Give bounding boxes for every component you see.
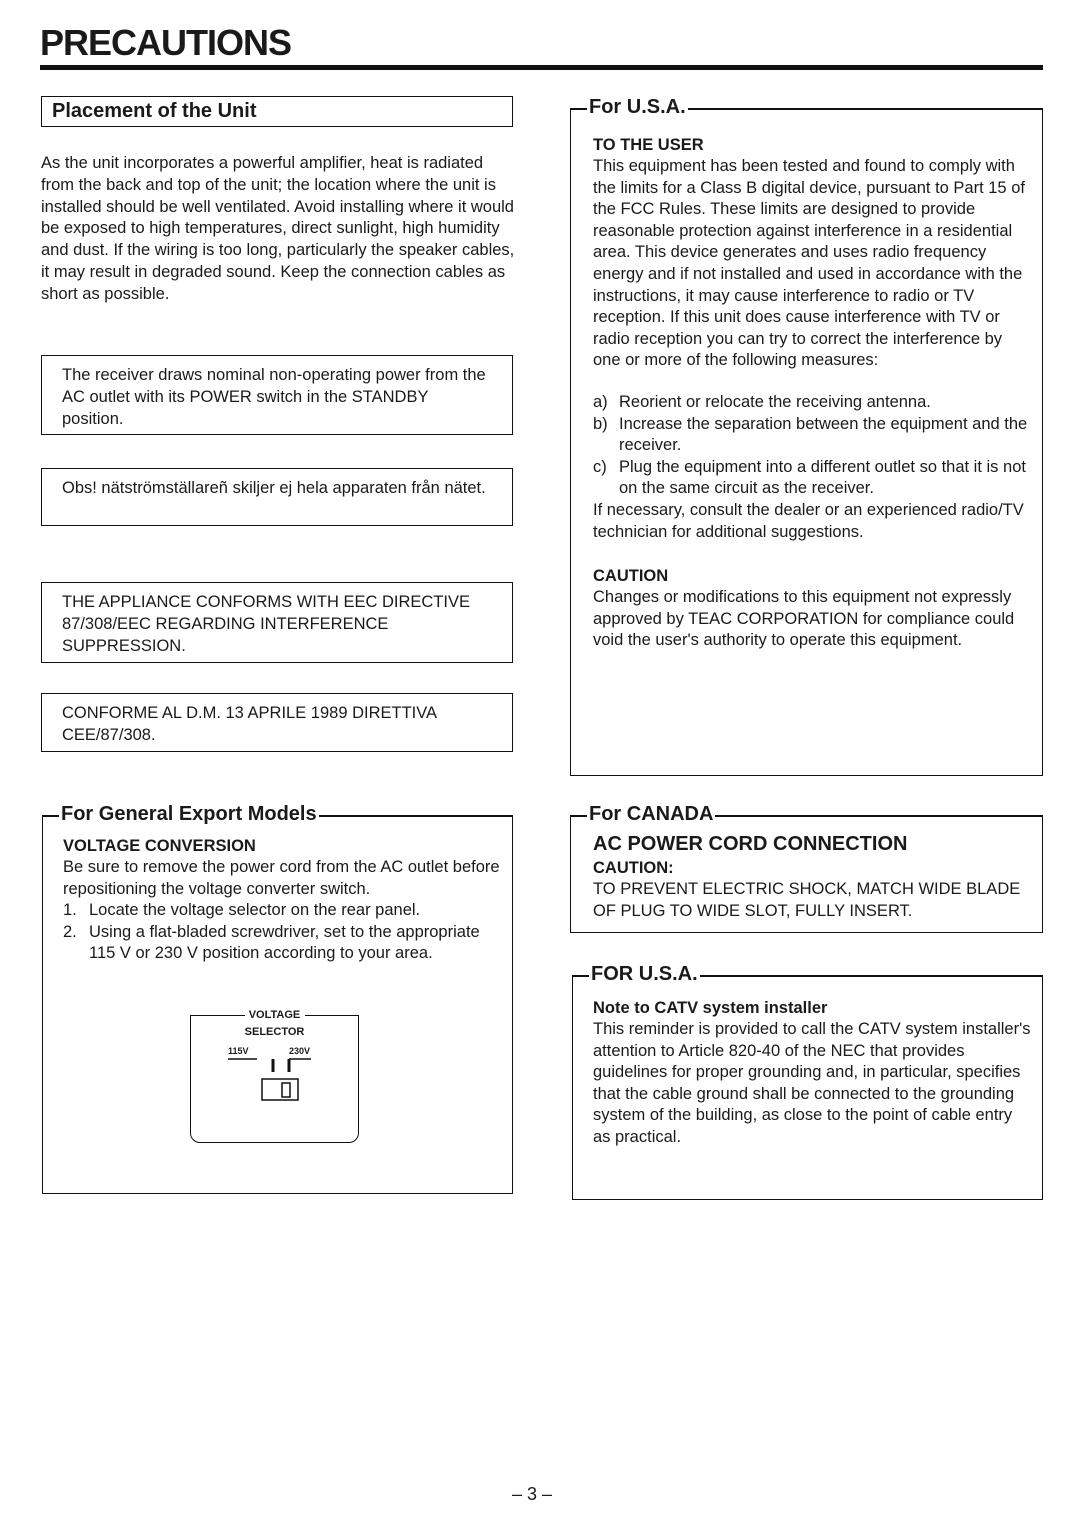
measure-item: a) Reorient or relocate the receiving antenna. [593,392,931,411]
canada-section [570,803,1043,933]
canada-section-title: For CANADA [589,803,714,825]
eec-notice [41,582,513,663]
page-number: – 3 – [512,1484,553,1504]
catv-text: This reminder is provided to call the CATV system installer's attention to Article 820-40 of the NEC that provides guidelines for proper grounding and, in particular, specifies that the cable ground shall be connected to the grounding system of the building, as close to the point of cable entry as practical. [593,1020,1031,1146]
canada-caution-heading: CAUTION: [593,859,674,877]
measure-item: b) Increase the separation between the equipment and the receiver. [593,414,1028,455]
caution-heading: CAUTION [593,567,669,586]
voltage-step: 1. Locate the voltage selector on the rear panel. [63,901,421,920]
caution-text: Changes or modifications to this equipment not expressly approved by TEAC CORPORATION for compliance could void the user's authority to operate this equipment. [593,588,1015,650]
standby-notice-text: The receiver draws nominal non-operating power from the AC outlet with its POWER switch in the STANDBY position. [62,366,486,428]
swedish-notice [41,468,513,526]
canada-caution-text: TO PREVENT ELECTRIC SHOCK, MATCH WIDE BLADE OF PLUG TO WIDE SLOT, FULLY INSERT. [593,880,1021,920]
export-section [42,803,513,1194]
voltage-option-230: 230V [289,1046,311,1056]
eec-notice-text: THE APPLIANCE CONFORMS WITH EEC DIRECTIVE 87/308/EEC REGARDING INTERFERENCE SUPPRESSION. [62,593,470,655]
to-the-user-heading: TO THE USER [593,136,704,154]
usa-section-title: For U.S.A. [589,96,686,118]
usa-content [593,134,1033,652]
page-title: PRECAUTIONS [40,22,292,63]
voltage-option-115: 115V [228,1046,249,1056]
standby-notice [41,355,513,435]
canada-content [593,831,1033,922]
italy-notice-text: CONFORME AL D.M. 13 APRILE 1989 DIRETTIVA CEE/87/308. [62,704,437,744]
placement-title: Placement of the Unit [41,96,513,127]
swedish-notice-text: Obs! nätströmställareñ skiljer ej hela apparaten från nätet. [62,479,486,497]
voltage-selector-label-2: SELECTOR [244,1026,305,1038]
title-rule [40,65,1043,70]
catv-content [593,997,1033,1149]
voltage-conversion-text: Be sure to remove the power cord from the AC outlet before repositioning the voltage converter switch. [63,858,500,898]
voltage-selector-diagram [190,1009,359,1143]
catv-heading: Note to CATV system installer [593,999,828,1017]
voltage-selector-label-1: VOLTAGE [245,1009,305,1021]
voltage-step: 2. Using a flat-bladed screwdriver, set to the appropriate 115 V or 230 V position according to your area. [63,922,480,963]
interference-measures [593,392,1033,500]
placement-paragraph: As the unit incorporates a powerful amplifier, heat is radiated from the back and top of the unit; the location where the unit is installed should be well ventilated. Avoid installing where it would be exposed to high temperatures, direct sunlight, high humidity and dust. If the wiring is too long, particularly the speaker cables, it may result in degraded sound. Keep the connection cables as short as possible. [41,154,515,303]
usa-section [570,96,1043,776]
export-section-title: For General Export Models [61,803,317,825]
catv-section [572,963,1043,1200]
measure-item: c) Plug the equipment into a different outlet so that it is not on the same circuit as the receiver. [593,457,1026,498]
fcc-paragraph: This equipment has been tested and found to comply with the limits for a Class B digital device, pursuant to Part 15 of the FCC Rules. These limits are designed to provide reasonable protection against interference in a residential area. This device generates and uses radio frequency energy and if not installed and used in accordance with the instructions, it may cause interference to radio or TV reception. If this unit does cause interference with TV or radio reception you can try to correct the interference by one or more of the following measures: [593,157,1025,370]
catv-section-title: FOR U.S.A. [591,963,698,985]
voltage-conversion-heading: VOLTAGE CONVERSION [63,837,256,855]
italy-notice [41,693,513,752]
ac-power-cord-heading: AC POWER CORD CONNECTION [593,833,908,855]
consult-text: If necessary, consult the dealer or an experienced radio/TV technician for additional suggestions. [593,500,1024,541]
voltage-steps [63,900,503,965]
export-content [63,835,503,965]
voltage-switch-icon [191,1016,360,1144]
